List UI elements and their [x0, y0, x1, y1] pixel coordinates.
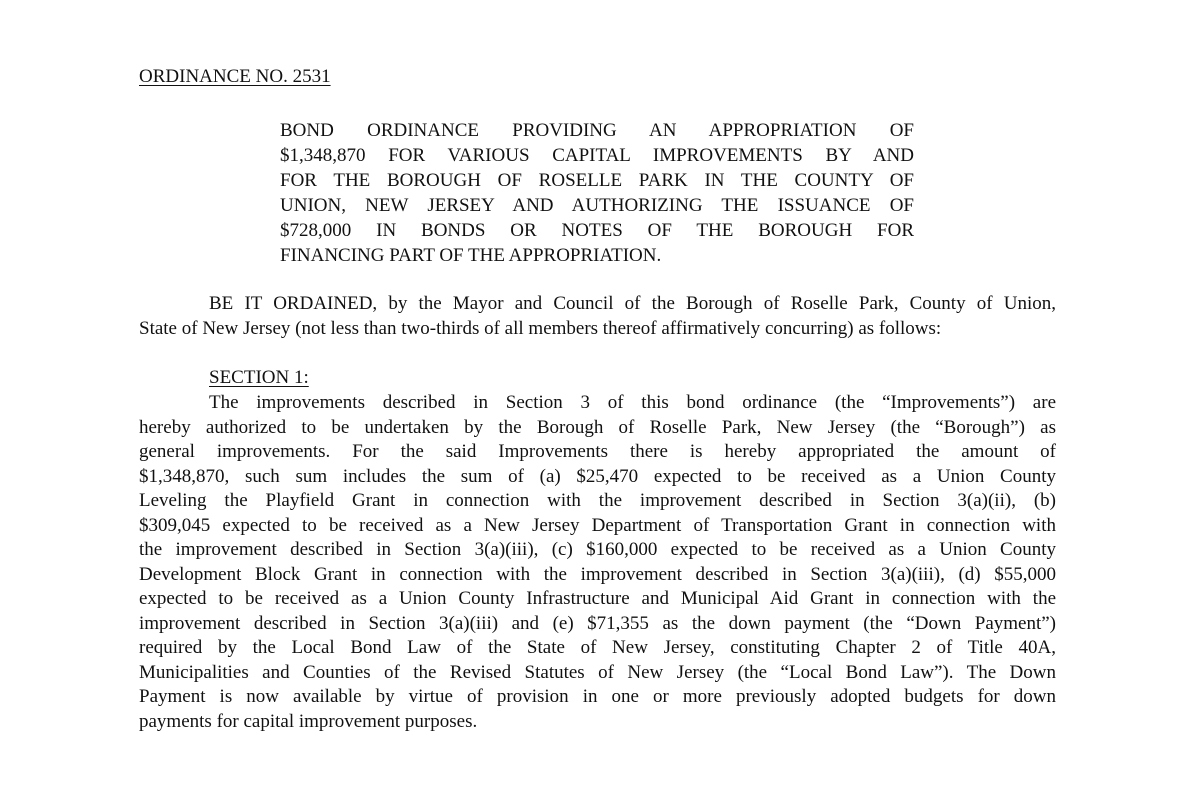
paragraph-line: Payment is now available by virtue of provision in one or more previously adopted budgets for down: [139, 686, 1056, 707]
paragraph-line: $309,045 expected to be received as a New Jersey Department of Transportation Grant in connection with: [139, 514, 1056, 536]
section-heading: SECTION 1:: [209, 367, 309, 388]
preamble-line: State of New Jersey (not less than two-thirds of all members thereof affirmatively concurring) as follows:: [139, 318, 942, 339]
title-line: FOR THE BOROUGH OF ROSELLE PARK IN THE COUNTY OF: [280, 170, 914, 191]
paragraph-line: the improvement described in Section 3(a)(iii), (c) $160,000 expected to be received as a Union County: [139, 539, 1056, 560]
paragraph-line: expected to be received as a Union County Infrastructure and Municipal Aid Grant in connection with the: [139, 588, 1056, 609]
paragraph-line: $1,348,870, such sum includes the sum of (a) $25,470 expected to be received as a Union County: [139, 465, 1056, 487]
section-1-paragraph: [139, 391, 1056, 734]
paragraph-line: Leveling the Playfield Grant in connection with the improvement described in Section 3(a)(ii), (b): [139, 490, 1056, 511]
paragraph-line: Development Block Grant in connection with the improvement described in Section 3(a)(iii), (d) $55,000: [139, 563, 1056, 585]
paragraph-line: required by the Local Bond Law of the State of New Jersey, constituting Chapter 2 of Title 40A,: [139, 637, 1056, 658]
title-line: $1,348,870 FOR VARIOUS CAPITAL IMPROVEMENTS BY AND: [280, 145, 914, 166]
paragraph-line: Municipalities and Counties of the Revised Statutes of New Jersey (the “Local Bond Law”). The Down: [139, 661, 1056, 683]
ordinance-number: ORDINANCE NO. 2531: [139, 66, 331, 87]
paragraph-line: payments for capital improvement purposes.: [139, 710, 478, 732]
title-line: $728,000 IN BONDS OR NOTES OF THE BOROUGH FOR: [280, 220, 914, 241]
paragraph-line: improvement described in Section 3(a)(iii) and (e) $71,355 as the down payment (the “Down Payment”): [139, 612, 1056, 634]
preamble-line: BE IT ORDAINED, by the Mayor and Council of the Borough of Roselle Park, County of Union,: [209, 293, 1056, 314]
paragraph-line: general improvements. For the said Improvements there is hereby appropriated the amount of: [139, 441, 1056, 462]
title-line: UNION, NEW JERSEY AND AUTHORIZING THE ISSUANCE OF: [280, 195, 914, 216]
title-line: FINANCING PART OF THE APPROPRIATION.: [280, 245, 662, 266]
preamble-paragraph: [139, 291, 1056, 341]
paragraph-line: The improvements described in Section 3 of this bond ordinance (the “Improvements”) are: [209, 392, 1056, 413]
ordinance-title: [280, 118, 914, 268]
title-line: BOND ORDINANCE PROVIDING AN APPROPRIATION OF: [280, 120, 914, 141]
paragraph-line: hereby authorized to be undertaken by the Borough of Roselle Park, New Jersey (the “Borough”) as: [139, 416, 1056, 438]
